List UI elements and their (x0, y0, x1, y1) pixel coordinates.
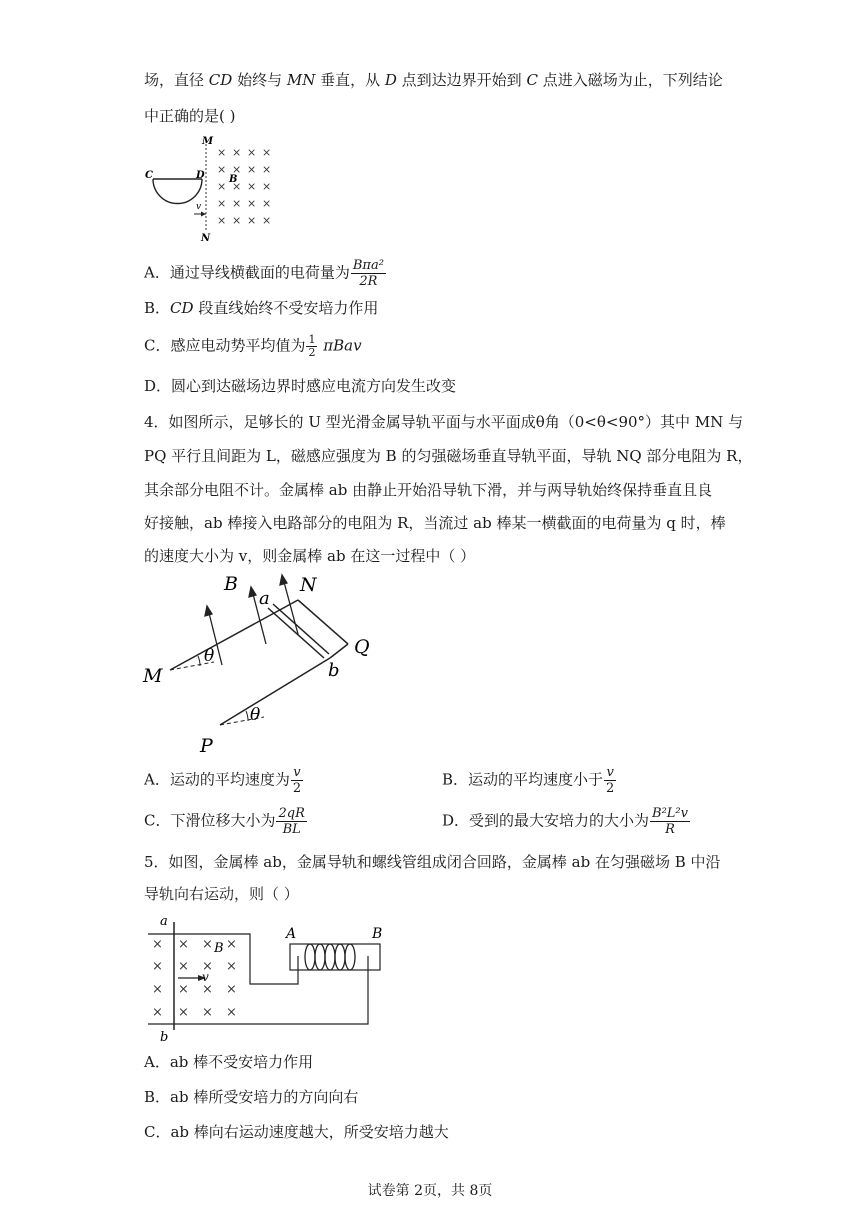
label-coil-b: B (372, 926, 383, 942)
label-n: N (201, 233, 211, 244)
q5-figure (140, 912, 390, 1044)
q4-stem-line1: 4．如图所示，足够长的 U 型光滑金属导轨平面与水平面成θ角（0<θ<90°）其中 MN 与 (144, 413, 744, 431)
svg-text:×: × (226, 982, 237, 997)
label-coil-a: A (286, 926, 297, 942)
q5-option-b[interactable]: B．ab 棒所受安培力的方向向右 (144, 1088, 359, 1106)
rail-mn (170, 600, 298, 670)
svg-text:×: × (152, 982, 163, 997)
q4-option-b[interactable]: B．运动的平均速度小于 $\frac{v}{2}$ (442, 765, 615, 796)
q3-stem-line1: 场，直径 CD 始终与 MN 垂直，从 D 点到达边界开始到 C 点进入磁场为止，下列结论 (144, 71, 723, 89)
svg-text:×: × (217, 163, 227, 176)
svg-text:×: × (217, 197, 227, 210)
svg-text:×: × (232, 180, 242, 193)
field-crosses (217, 146, 271, 227)
svg-text:×: × (247, 146, 257, 159)
svg-text:×: × (152, 937, 163, 952)
svg-text:×: × (202, 937, 213, 952)
label-d: D (196, 170, 205, 181)
svg-text:×: × (226, 959, 237, 974)
svg-text:×: × (247, 197, 257, 210)
q5-option-c[interactable]: C．ab 棒向右运动速度越大，所受安培力越大 (144, 1123, 449, 1141)
q4-figure (140, 570, 380, 756)
q4-option-a[interactable]: A．运动的平均速度为 $\frac{v}{2}$ (144, 765, 302, 796)
label-theta-m: θ (204, 646, 215, 666)
svg-text:×: × (262, 163, 272, 176)
solenoid-coils (305, 944, 355, 970)
q4-stem-line4: 好接触，ab 棒接入电路部分的电阻为 R，当流过 ab 棒某一横截面的电荷量为 q 时，棒 (144, 514, 726, 532)
svg-text:×: × (262, 180, 272, 193)
q3-option-c[interactable]: C．感应电动势平均值为 $\frac{1}{2}$ πBav (144, 333, 362, 359)
svg-text:×: × (178, 1005, 189, 1020)
label-v: v (202, 970, 209, 984)
label-b-end: b (328, 660, 340, 681)
svg-text:×: × (247, 214, 257, 227)
label-n: N (300, 574, 317, 596)
label-m: M (202, 136, 214, 147)
svg-text:×: × (232, 214, 242, 227)
rail-pq (220, 658, 330, 725)
q4-stem-line3: 其余部分电阻不计。金属棒 ab 由静止开始沿导轨下滑，并与两导轨始终保持垂直且良 (144, 481, 713, 499)
label-b-end: b (160, 1030, 169, 1044)
q5-stem-line2: 导轨向右运动，则（ ） (144, 885, 299, 903)
fraction: $\frac{\text{B²L²v}}{R}$ (652, 806, 688, 837)
segment-q (330, 644, 348, 658)
q3-option-a[interactable]: A．通过导线横截面的电荷量为 $\frac{\text{Bπa²}}{2R}$ (144, 258, 384, 289)
svg-text:×: × (247, 180, 257, 193)
angle-arc-p (246, 711, 248, 721)
svg-text:×: × (262, 197, 272, 210)
label-a: a (259, 588, 270, 609)
fraction: $\frac{v}{2}$ (606, 765, 615, 796)
rod-ab-2 (273, 604, 329, 654)
q3-option-b[interactable]: B．CD 段直线始终不受安培力作用 (144, 299, 379, 317)
svg-text:×: × (217, 214, 227, 227)
velocity-arrowhead (201, 212, 206, 217)
svg-text:×: × (217, 146, 227, 159)
svg-text:×: × (152, 959, 163, 974)
q5-option-a[interactable]: A．ab 棒不受安培力作用 (144, 1053, 314, 1071)
fraction: $\frac{v}{2}$ (292, 765, 302, 796)
label-b-field: B (229, 174, 238, 185)
svg-text:×: × (178, 982, 189, 997)
segment-nq (298, 600, 348, 644)
svg-text:×: × (202, 982, 213, 997)
q5-stem-line1: 5．如图，金属棒 ab，金属导轨和螺线管组成闭合回路，金属棒 ab 在匀强磁场 B 中沿 (144, 853, 721, 871)
q4-option-d[interactable]: D．受到的最大安培力的大小为 $\frac{\text{B²L²v}}{R}$ (442, 806, 688, 837)
fraction: $\frac{2qR}{BL}$ (278, 806, 305, 837)
svg-text:×: × (232, 163, 242, 176)
svg-text:×: × (152, 1005, 163, 1020)
svg-text:×: × (226, 1005, 237, 1020)
label-theta-p: θ (250, 705, 261, 725)
fraction: $\frac{\text{Bπa²}}{2R}$ (352, 258, 384, 289)
q4-stem-line2: PQ 平行且间距为 L，磁感应强度为 B 的匀强磁场垂直导轨平面，导轨 NQ 部分电阻为 R， (144, 447, 753, 465)
label-v: v (196, 202, 202, 212)
q4-option-c[interactable]: C．下滑位移大小为 $\frac{2qR}{BL}$ (144, 806, 305, 837)
svg-text:×: × (178, 937, 189, 952)
fraction: $\frac{1}{2}$ (308, 333, 316, 359)
field-arrows (205, 575, 298, 665)
svg-text:×: × (262, 146, 272, 159)
svg-text:×: × (202, 959, 213, 974)
svg-text:×: × (202, 1005, 213, 1020)
svg-text:×: × (178, 959, 189, 974)
semicircle-wire (153, 179, 202, 204)
label-b: B (224, 573, 238, 595)
svg-text:×: × (232, 146, 242, 159)
label-c: C (145, 170, 153, 181)
svg-text:×: × (217, 180, 227, 193)
label-p: P (200, 735, 213, 756)
label-b-field: B (214, 941, 224, 956)
svg-text:×: × (262, 214, 272, 227)
q4-stem-line5: 的速度大小为 v，则金属棒 ab 在这一过程中（ ） (144, 547, 476, 565)
label-q: Q (354, 636, 370, 658)
svg-text:×: × (232, 197, 242, 210)
page-footer: 试卷第 2页，共 8页 (367, 1183, 493, 1199)
label-a: a (160, 914, 168, 929)
label-m: M (143, 665, 163, 687)
svg-text:×: × (247, 163, 257, 176)
q3-stem-line2: 中正确的是( ) (144, 107, 236, 125)
svg-text:×: × (226, 937, 237, 952)
q3-figure (144, 134, 280, 244)
q3-option-d[interactable]: D．圆心到达磁场边界时感应电流方向发生改变 (144, 377, 457, 395)
